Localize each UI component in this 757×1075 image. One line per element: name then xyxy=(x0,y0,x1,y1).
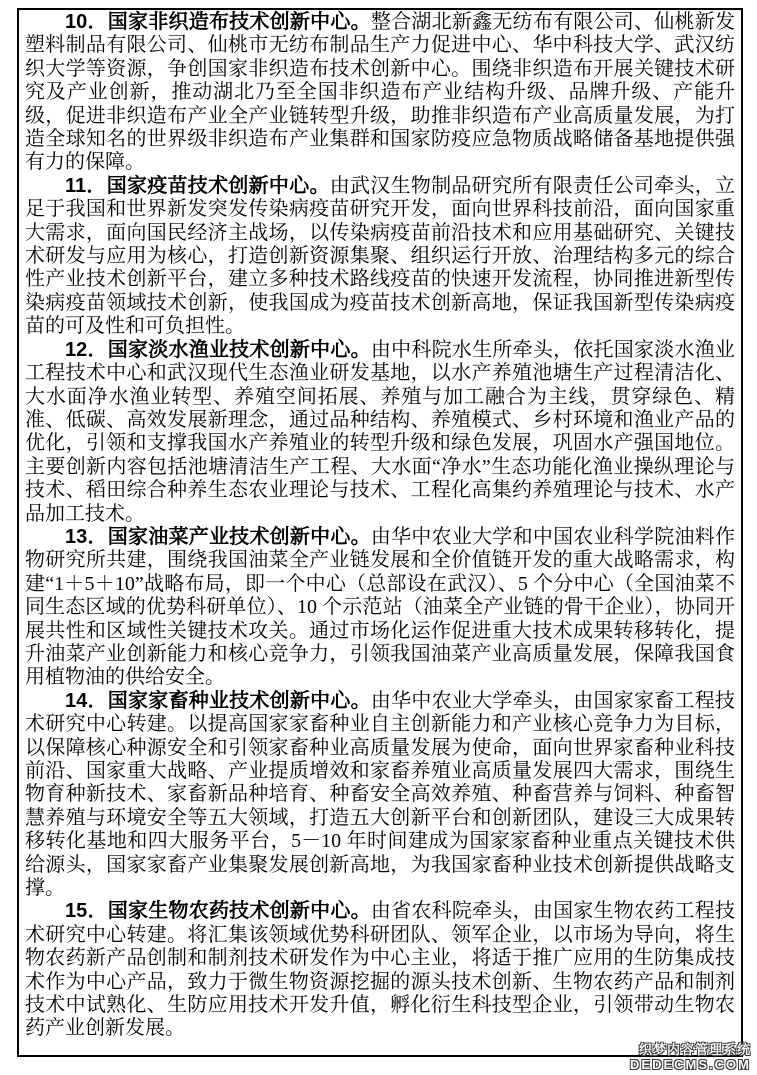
paragraph-heading: 国家油菜产业技术创新中心。 xyxy=(107,525,371,548)
paragraph-number: 10． xyxy=(65,11,108,33)
watermark-text-en: DEDECMS.COM xyxy=(630,1057,751,1072)
paragraph-body: 由华中农业大学牵头，由国家家畜工程技术研究中心转建。以提高国家家畜种业自主创新能力和产业核心竞争力为目标，以保障核心种源安全和引领家畜种业高质量发展为使命，面向世界家畜种业科技前沿、国家重大战略、产业提质增效和家畜养殖业高质量发展四大需求，围绕生物育种新技术、家畜新品种培育、种畜安全高效养殖、种畜营养与饲料、种畜智慧养殖与环境安全等五大领域，打造五大创新平台和创新团队，建设三大成果转移转化基地和四大服务平台，5－10 年时间建成为国家家畜种业重点关键技术供给源头，国家家畜产业集聚发展创新高地，为我国家畜种业技术创新提供战略支撑。 xyxy=(25,689,736,900)
paragraph-heading: 国家非织造布技术创新中心。 xyxy=(107,11,371,33)
paragraph-number: 15． xyxy=(65,900,108,923)
document-content xyxy=(25,11,735,1041)
paragraph-body: 由省农科院牵头，由国家生物农药工程技术研究中心转建。将汇集该领域优势科研团队、领军企业，以市场为导向，将生物农药新产品创制和制剂技术研发作为中心主业，将适于推广应用的生防集成技术作为中心产品，致力于微生物资源挖掘的源头技术创新、生物农药产品和制剂技术中试熟化、生防应用技术开发升值，孵化衍生科技型企业，引领带动生物农药产业创新发展。 xyxy=(25,900,736,1040)
paragraph xyxy=(25,175,735,339)
paragraph-heading: 国家淡水渔业技术创新中心。 xyxy=(107,338,371,361)
paragraph xyxy=(25,900,735,1040)
paragraph-body: 由武汉生物制品研究所有限责任公司牵头，立足于我国和世界新发突发传染病疫苗研究开发，面向世界科技前沿，面向国家重大需求，面向国民经济主战场，以传染病疫苗前沿技术和应用基础研究、关键技术研发与应用为核心，打造创新资源集聚、组织运行开放、治理结构多元的综合性产业技术创新平台，建立多种技术路线疫苗的快速开发流程，协同推进新型传染病疫苗领域技术创新，使我国成为疫苗技术创新高地，保证我国新型传染病疫苗的可及性和可负担性。 xyxy=(25,174,736,338)
paragraph-number: 13． xyxy=(65,525,108,548)
watermark xyxy=(630,1042,751,1072)
paragraph xyxy=(25,690,735,901)
paragraph xyxy=(25,339,735,526)
paragraph-body: 由华中农业大学和中国农业科学院油料作物研究所共建，围绕我国油菜全产业链发展和全价值链开发的重大战略需求，构建“1＋5＋10”战略布局，即一个中心（总部设在武汉）、5 个分中心（全国油菜不同生态区域的优势科研单位）、10 个示范站（油菜全产业链的骨干企业），协同开展共性和区域性关键技术攻关。通过市场化运作促进重大技术成果转移转化，提升油菜产业创新能力和核心竞争力，引领我国油菜产业高质量发展，保障我国食用植物油的供给安全。 xyxy=(25,525,736,689)
paragraph-heading: 国家生物农药技术创新中心。 xyxy=(107,900,371,923)
paragraph xyxy=(25,11,735,175)
paragraph-number: 12． xyxy=(65,338,108,361)
paragraph-heading: 国家疫苗技术创新中心。 xyxy=(106,174,330,197)
paragraph-number: 11． xyxy=(65,174,107,197)
watermark-text-cn: 织梦内容管理系统 xyxy=(638,1042,751,1057)
paragraph-body: 整合湖北新鑫无纺布有限公司、仙桃新发塑料制品有限公司、仙桃市无纺布制品生产力促进中心、华中科技大学、武汉纺织大学等资源，争创国家非织造布技术创新中心。围绕非织造布开展关键技术研究及产业创新，推动湖北乃至全国非织造布产业结构升级、品牌升级、产能升级，促进非织造布产业全产业链转型升级，助推非织造布产业高质量发展，为打造全球知名的世界级非织造布产业集群和国家防疫应急物质战略储备基地提供强有力的保障。 xyxy=(25,11,736,174)
paragraph-heading: 国家家畜种业技术创新中心。 xyxy=(107,689,371,712)
paragraph-body: 由中科院水生所牵头，依托国家淡水渔业工程技术中心和武汉现代生态渔业研发基地，以水产养殖池塘生产过程清洁化、大水面净水渔业转型、养殖空间拓展、养殖与加工融合为主线，贯穿绿色、精准、低碳、高效发展新理念，通过品种结构、养殖模式、乡村环境和渔业产品的优化，引领和支撑我国水产养殖业的转型升级和绿色发展，巩固水产强国地位。主要创新内容包括池塘清洁生产工程、大水面“净水”生态功能化渔业操纵理论与技术、稻田综合种养生态农业理论与技术、工程化高集约养殖理论与技术、水产品加工技术。 xyxy=(25,338,736,525)
paragraph xyxy=(25,526,735,690)
paragraph-number: 14． xyxy=(65,689,108,712)
